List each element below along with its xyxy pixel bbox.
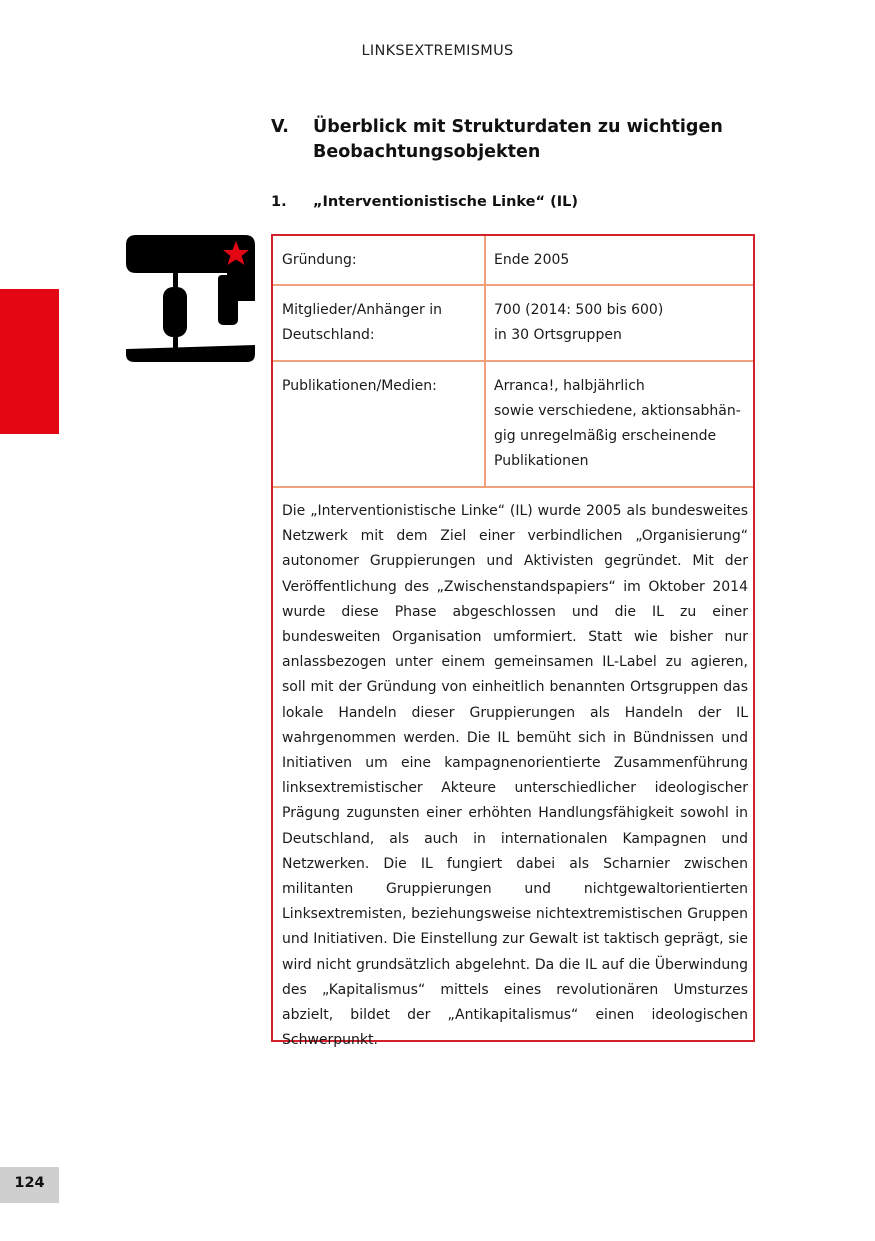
row-value-line: in 30 Ortsgruppen: [494, 327, 622, 343]
row-value-line: Ende 2005: [494, 252, 570, 268]
description-paragraph: Die „Interventionistische Linke“ (IL) wurde 2005 als bundesweites Netzwerk mit dem Ziel einer verbindlichen „Organisierung“ autonomer Gruppierungen und Aktivisten gegründet. Mit der Veröffentlichung des „Zwischenstandspapiers“ im Oktober 2014 wurde diese Phase abgeschlossen und die IL zu einer bundesweiten Organisation umformiert. Statt wie bisher nur anlassbezogen unter einem gemeinsamen IL-Label zu agieren, soll mit der Gründung von einheitlich benannten Ortsgruppen das lokale Handeln dieser Gruppierungen als Handeln der IL wahrgenommen werden. Die IL bemüht sich in Bündnissen und Initiativen um eine kampagnenorientierte Zusammenführung linksextremistischer Akteure unterschiedlicher ideologischer Prägung zugunsten einer erhöhten Handlungsfähigkeit sowohl in Deutschland, als auch in internationalen Kampagnen und Netzwerken. Die IL fungiert dabei als Scharnier zwischen militanten Gruppierungen und nichtgewaltorientierten Linksextremisten, beziehungsweise nichtextremistischen Gruppen und Initiativen. Die Einstellung zur Gewalt ist taktisch geprägt, sie wird nicht grundsätzlich abgelehnt. Da die IL auf die Überwindung des „Kapitalismus“ mittels eines revolutionären Umsturzes abzielt, bildet der „Antikapitalismus“ einen ideologischen Schwerpunkt.: [282, 503, 748, 1049]
table-row-publications: [273, 362, 753, 488]
table-row-founding: [273, 236, 753, 286]
running-head: LINKSEXTREMISMUS: [361, 43, 514, 59]
row-label: Gründung:: [273, 236, 486, 284]
table-row-members: [273, 286, 753, 362]
row-label: Mitglieder/Anhänger in Deutschland:: [273, 286, 486, 360]
info-table: [271, 234, 755, 1049]
section-heading: [271, 115, 751, 165]
row-value-line: 700 (2014: 500 bis 600): [494, 302, 664, 318]
section-number: V.: [271, 117, 289, 137]
page-number-box: [0, 1167, 59, 1203]
row-value-line: sowie verschiedene, aktionsabhän-gig unregelmäßig erscheinende Publikationen: [494, 403, 741, 469]
subsection-heading: [271, 194, 578, 210]
il-logo-icon: [126, 235, 255, 364]
row-value: [486, 236, 753, 284]
row-value: [486, 362, 753, 486]
subsection-number: 1.: [271, 194, 287, 210]
subsection-title: „Interventionistische Linke“ (IL): [313, 194, 578, 210]
row-value: [486, 286, 753, 360]
chapter-tab-marker: [0, 289, 59, 434]
row-label: Publikationen/Medien:: [273, 362, 486, 486]
page-number: 124: [14, 1175, 45, 1191]
section-title: Überblick mit Strukturdaten zu wichtigen Beobachtungsobjekten: [313, 117, 723, 162]
row-value-line: Arranca!, halbjährlich: [494, 378, 645, 394]
